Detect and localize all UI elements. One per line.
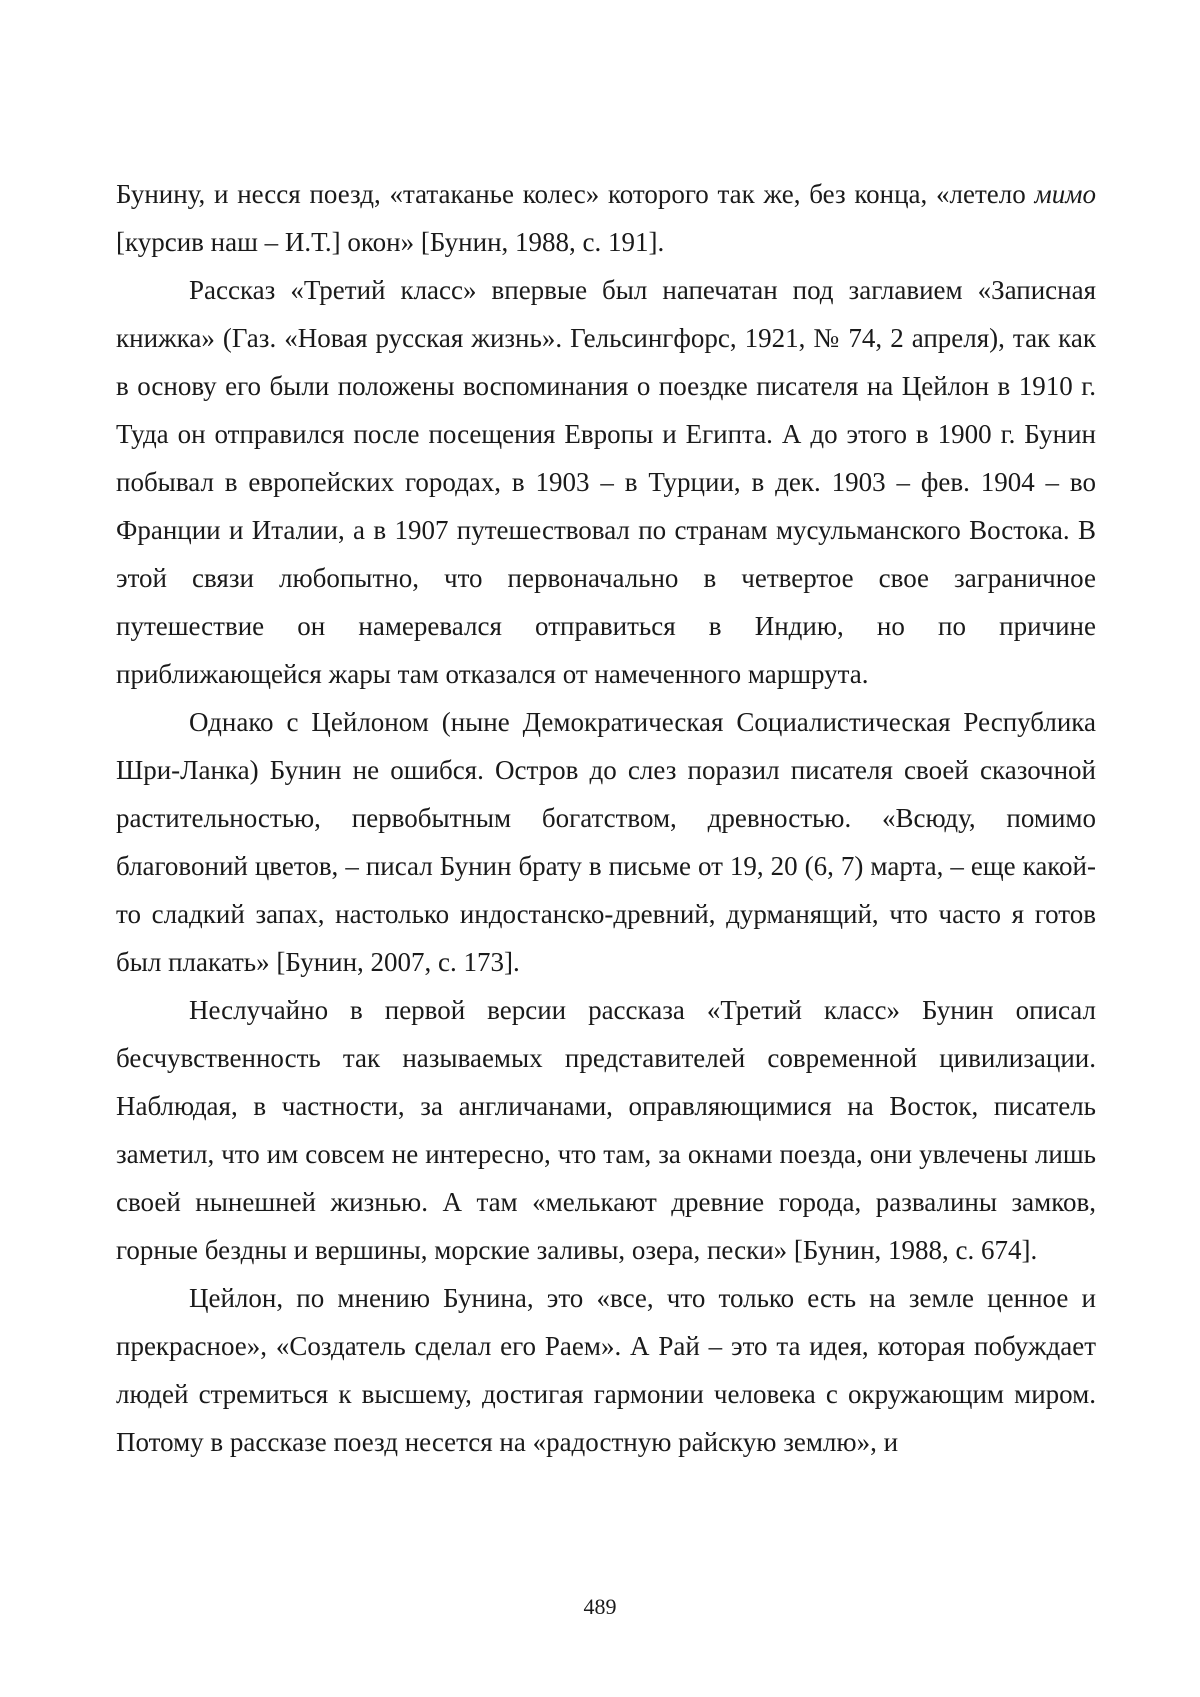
paragraph-paradise-idea: Цейлон, по мнению Бунина, это «все, что только есть на земле ценное и прекрасное», «Создатель сделал его Раем». А Рай – это та идея, которая побуждает людей стремиться к высшему, достигая гармонии человека с окружающим миром. Потому в рассказе поезд несется на «радостную райскую землю», и <box>116 1283 1096 1457</box>
body-text <box>116 170 1096 1466</box>
paragraph-third-class-story: Рассказ «Третий класс» впервые был напечатан под заглавием «Записная книжка» (Газ. «Новая русская жизнь». Гельсингфорс, 1921, № 74, 2 апреля), так как в основу его были положены воспоминания о поездке писателя на Цейлон в 1910 г. Туда он отправился после посещения Европы и Египта. А до этого в 1900 г. Бунин побывал в европейских городах, в 1903 – в Турции, в дек. 1903 – фев. 1904 – во Франции и Италии, а в 1907 путешествовал по странам мусульманского Востока. В этой связи любопытно, что первоначально в четвертое свое заграничное путешествие он намеревался отправиться в Индию, но по причине приближающейся жары там отказался от намеченного маршрута. <box>116 275 1096 689</box>
paragraph-ceylon-impressions: Однако с Цейлоном (ныне Демократическая Социалистическая Республика Шри-Ланка) Бунин не ошибся. Остров до слез поразил писателя своей сказочной растительностью, первобытным богатством, древностью. «Всюду, помимо благовоний цветов, – писал Бунин брату в письме от 19, 20 (6, 7) марта, – еще какой-то сладкий запах, настолько индостанско-древний, дурманящий, что часто я готов был плакать» [Бунин, 2007, с. 173]. <box>116 707 1096 977</box>
italic-emphasis: мимо <box>1034 179 1096 209</box>
paragraph-text-part-a: Бунину, и несся поезд, «татаканье колес» которого так же, без конца, «летело <box>116 179 1035 209</box>
paragraph-continuation <box>116 170 1096 266</box>
paragraph-civilization-insensitivity: Неслучайно в первой версии рассказа «Третий класс» Бунин описал бесчувственность так называемых представителей современной цивилизации. Наблюдая, в частности, за англичанами, оправляющимися на Восток, писатель заметил, что им совсем не интересно, что там, за окнами поезда, они увлечены лишь своей нынешней жизнью. А там «мелькают древние города, развалины замков, горные бездны и вершины, морские заливы, озера, пески» [Бунин, 1988, с. 674]. <box>116 995 1096 1265</box>
paragraph-text-part-b: [курсив наш – И.Т.] окон» [Бунин, 1988, с. 191]. <box>116 227 665 257</box>
page-number: 489 <box>583 1594 617 1619</box>
